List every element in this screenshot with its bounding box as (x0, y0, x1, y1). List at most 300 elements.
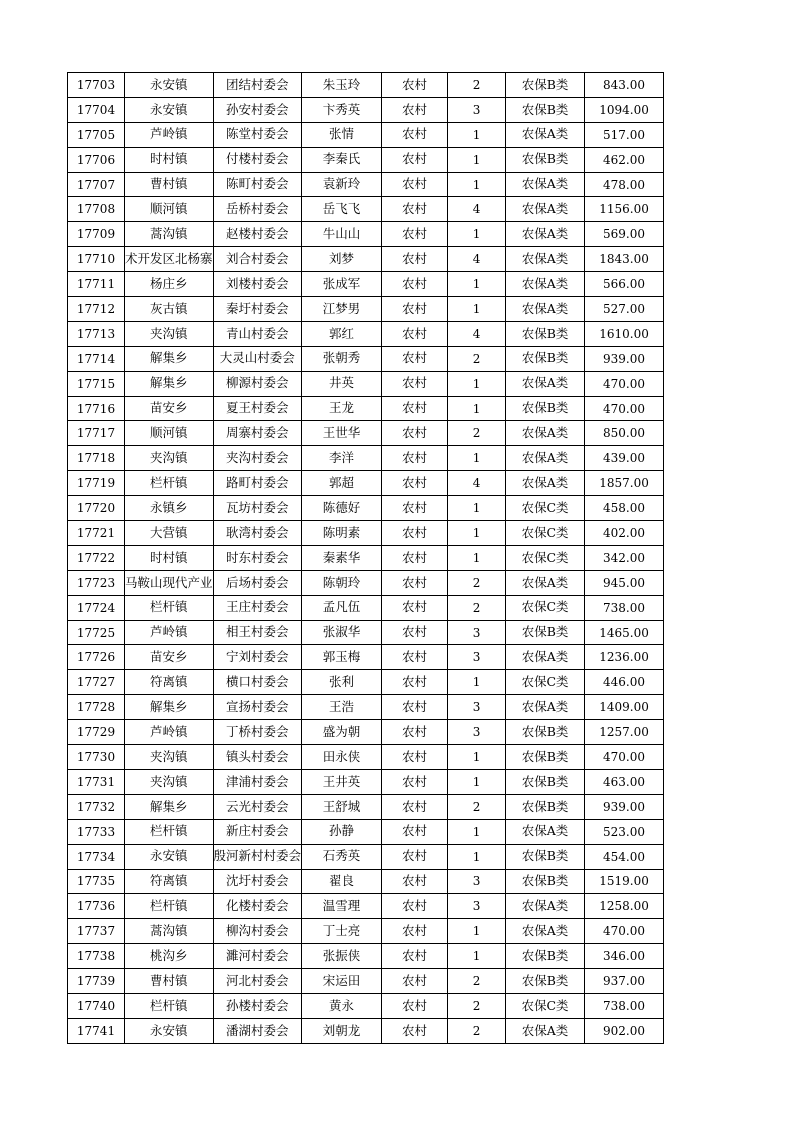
table-row (68, 869, 664, 894)
household-count-cell: 2 (448, 570, 506, 595)
town-cell: 大营镇 (125, 521, 214, 546)
village-committee-cell: 岳桥村委会 (213, 197, 302, 222)
person-name-cell: 朱玉玲 (302, 73, 382, 98)
village-committee-cell: 宣扬村委会 (213, 695, 302, 720)
area-type-cell: 农村 (382, 471, 448, 496)
serial-number-cell: 17724 (68, 595, 125, 620)
town-cell: 解集乡 (125, 371, 214, 396)
category-cell: 农保A类 (506, 197, 585, 222)
household-count-cell: 1 (448, 769, 506, 794)
town-cell: 夹沟镇 (125, 769, 214, 794)
serial-number-cell: 17733 (68, 819, 125, 844)
area-type-cell: 农村 (382, 695, 448, 720)
area-type-cell: 农村 (382, 869, 448, 894)
serial-number-cell: 17727 (68, 670, 125, 695)
serial-number-cell: 17741 (68, 1018, 125, 1043)
amount-cell: 850.00 (585, 421, 664, 446)
person-name-cell: 王浩 (302, 695, 382, 720)
table-row (68, 844, 664, 869)
amount-cell: 342.00 (585, 545, 664, 570)
amount-cell: 569.00 (585, 222, 664, 247)
person-name-cell: 陈朝玲 (302, 570, 382, 595)
amount-cell: 470.00 (585, 396, 664, 421)
category-cell: 农保B类 (506, 396, 585, 421)
table-row (68, 794, 664, 819)
area-type-cell: 农村 (382, 1018, 448, 1043)
person-name-cell: 李洋 (302, 446, 382, 471)
person-name-cell: 翟良 (302, 869, 382, 894)
serial-number-cell: 17726 (68, 645, 125, 670)
table-row (68, 247, 664, 272)
amount-cell: 470.00 (585, 371, 664, 396)
category-cell: 农保C类 (506, 595, 585, 620)
serial-number-cell: 17720 (68, 496, 125, 521)
amount-cell: 1409.00 (585, 695, 664, 720)
household-count-cell: 1 (448, 147, 506, 172)
amount-cell: 470.00 (585, 919, 664, 944)
serial-number-cell: 17734 (68, 844, 125, 869)
person-name-cell: 张振侠 (302, 944, 382, 969)
category-cell: 农保C类 (506, 496, 585, 521)
category-cell: 农保A类 (506, 819, 585, 844)
village-committee-cell: 路町村委会 (213, 471, 302, 496)
town-cell: 蒿沟镇 (125, 919, 214, 944)
table-row (68, 421, 664, 446)
serial-number-cell: 17739 (68, 969, 125, 994)
household-count-cell: 1 (448, 396, 506, 421)
area-type-cell: 农村 (382, 321, 448, 346)
household-count-cell: 1 (448, 819, 506, 844)
household-count-cell: 1 (448, 670, 506, 695)
table-row (68, 122, 664, 147)
village-committee-cell: 津浦村委会 (213, 769, 302, 794)
area-type-cell: 农村 (382, 720, 448, 745)
village-committee-cell: 孙安村委会 (213, 97, 302, 122)
town-cell: 蒿沟镇 (125, 222, 214, 247)
amount-cell: 1236.00 (585, 645, 664, 670)
table-row (68, 545, 664, 570)
household-count-cell: 1 (448, 944, 506, 969)
town-cell: 桃沟乡 (125, 944, 214, 969)
town-cell: 夹沟镇 (125, 745, 214, 770)
area-type-cell: 农村 (382, 819, 448, 844)
village-committee-cell: 团结村委会 (213, 73, 302, 98)
serial-number-cell: 17717 (68, 421, 125, 446)
serial-number-cell: 17707 (68, 172, 125, 197)
town-cell: 符离镇 (125, 869, 214, 894)
person-name-cell: 王井英 (302, 769, 382, 794)
amount-cell: 843.00 (585, 73, 664, 98)
area-type-cell: 农村 (382, 521, 448, 546)
category-cell: 农保B类 (506, 769, 585, 794)
area-type-cell: 农村 (382, 197, 448, 222)
amount-cell: 462.00 (585, 147, 664, 172)
category-cell: 农保A类 (506, 471, 585, 496)
table-row (68, 321, 664, 346)
household-count-cell: 3 (448, 894, 506, 919)
town-cell: 永安镇 (125, 844, 214, 869)
table-row (68, 521, 664, 546)
area-type-cell: 农村 (382, 969, 448, 994)
category-cell: 农保A类 (506, 645, 585, 670)
table-row (68, 595, 664, 620)
serial-number-cell: 17725 (68, 620, 125, 645)
amount-cell: 1843.00 (585, 247, 664, 272)
amount-cell: 454.00 (585, 844, 664, 869)
village-committee-cell: 濉河村委会 (213, 944, 302, 969)
person-name-cell: 秦素华 (302, 545, 382, 570)
serial-number-cell: 17713 (68, 321, 125, 346)
serial-number-cell: 17711 (68, 272, 125, 297)
person-name-cell: 刘梦 (302, 247, 382, 272)
area-type-cell: 农村 (382, 122, 448, 147)
serial-number-cell: 17731 (68, 769, 125, 794)
serial-number-cell: 17712 (68, 297, 125, 322)
household-count-cell: 2 (448, 969, 506, 994)
area-type-cell: 农村 (382, 570, 448, 595)
town-cell: 曹村镇 (125, 969, 214, 994)
person-name-cell: 王舒城 (302, 794, 382, 819)
person-name-cell: 张淑华 (302, 620, 382, 645)
amount-cell: 1465.00 (585, 620, 664, 645)
table-row (68, 919, 664, 944)
person-name-cell: 岳飞飞 (302, 197, 382, 222)
household-count-cell: 2 (448, 993, 506, 1018)
area-type-cell: 农村 (382, 147, 448, 172)
household-count-cell: 1 (448, 496, 506, 521)
household-count-cell: 1 (448, 222, 506, 247)
area-type-cell: 农村 (382, 421, 448, 446)
area-type-cell: 农村 (382, 446, 448, 471)
town-cell: 曹村镇 (125, 172, 214, 197)
table-row (68, 371, 664, 396)
village-committee-cell: 瓦坊村委会 (213, 496, 302, 521)
category-cell: 农保B类 (506, 969, 585, 994)
area-type-cell: 农村 (382, 894, 448, 919)
household-count-cell: 3 (448, 720, 506, 745)
village-committee-cell: 陈堂村委会 (213, 122, 302, 147)
person-name-cell: 张朝秀 (302, 346, 382, 371)
town-cell: 夹沟镇 (125, 321, 214, 346)
village-committee-cell: 夏王村委会 (213, 396, 302, 421)
household-count-cell: 1 (448, 446, 506, 471)
area-type-cell: 农村 (382, 272, 448, 297)
household-count-cell: 2 (448, 73, 506, 98)
amount-cell: 527.00 (585, 297, 664, 322)
town-cell: 苗安乡 (125, 396, 214, 421)
table-row (68, 645, 664, 670)
household-count-cell: 3 (448, 620, 506, 645)
serial-number-cell: 17708 (68, 197, 125, 222)
area-type-cell: 农村 (382, 396, 448, 421)
person-name-cell: 张成军 (302, 272, 382, 297)
person-name-cell: 牛山山 (302, 222, 382, 247)
area-type-cell: 农村 (382, 545, 448, 570)
town-cell: 时村镇 (125, 545, 214, 570)
village-committee-cell: 柳沟村委会 (213, 919, 302, 944)
area-type-cell: 农村 (382, 222, 448, 247)
serial-number-cell: 17735 (68, 869, 125, 894)
serial-number-cell: 17737 (68, 919, 125, 944)
amount-cell: 517.00 (585, 122, 664, 147)
town-cell: 永镇乡 (125, 496, 214, 521)
town-cell: 解集乡 (125, 695, 214, 720)
area-type-cell: 农村 (382, 97, 448, 122)
table-row (68, 222, 664, 247)
serial-number-cell: 17729 (68, 720, 125, 745)
category-cell: 农保B类 (506, 147, 585, 172)
amount-cell: 939.00 (585, 794, 664, 819)
area-type-cell: 农村 (382, 73, 448, 98)
village-committee-cell: 镇头村委会 (213, 745, 302, 770)
town-cell: 马鞍山现代产业 (125, 570, 214, 595)
town-cell: 时村镇 (125, 147, 214, 172)
village-committee-cell: 宁刘村委会 (213, 645, 302, 670)
person-name-cell: 王世华 (302, 421, 382, 446)
village-committee-cell: 时东村委会 (213, 545, 302, 570)
town-cell: 永安镇 (125, 97, 214, 122)
village-committee-cell: 周寨村委会 (213, 421, 302, 446)
category-cell: 农保A类 (506, 1018, 585, 1043)
town-cell: 解集乡 (125, 794, 214, 819)
household-count-cell: 2 (448, 1018, 506, 1043)
amount-cell: 478.00 (585, 172, 664, 197)
area-type-cell: 农村 (382, 993, 448, 1018)
table-row (68, 147, 664, 172)
category-cell: 农保C类 (506, 993, 585, 1018)
town-cell: 符离镇 (125, 670, 214, 695)
area-type-cell: 农村 (382, 595, 448, 620)
area-type-cell: 农村 (382, 670, 448, 695)
area-type-cell: 农村 (382, 944, 448, 969)
town-cell: 顺河镇 (125, 197, 214, 222)
village-committee-cell: 云光村委会 (213, 794, 302, 819)
town-cell: 术开发区北杨寨 (125, 247, 214, 272)
household-count-cell: 3 (448, 645, 506, 670)
category-cell: 农保B类 (506, 346, 585, 371)
person-name-cell: 田永侠 (302, 745, 382, 770)
table-row (68, 819, 664, 844)
village-committee-cell: 柳源村委会 (213, 371, 302, 396)
category-cell: 农保A类 (506, 446, 585, 471)
person-name-cell: 陈明素 (302, 521, 382, 546)
area-type-cell: 农村 (382, 745, 448, 770)
amount-cell: 1094.00 (585, 97, 664, 122)
person-name-cell: 郭玉梅 (302, 645, 382, 670)
serial-number-cell: 17709 (68, 222, 125, 247)
village-committee-cell: 化楼村委会 (213, 894, 302, 919)
household-count-cell: 3 (448, 97, 506, 122)
town-cell: 夹沟镇 (125, 446, 214, 471)
category-cell: 农保A类 (506, 894, 585, 919)
category-cell: 农保A类 (506, 297, 585, 322)
table-row (68, 446, 664, 471)
area-type-cell: 农村 (382, 371, 448, 396)
village-committee-cell: 沈圩村委会 (213, 869, 302, 894)
person-name-cell: 陈德好 (302, 496, 382, 521)
area-type-cell: 农村 (382, 794, 448, 819)
amount-cell: 939.00 (585, 346, 664, 371)
person-name-cell: 郭红 (302, 321, 382, 346)
area-type-cell: 农村 (382, 919, 448, 944)
category-cell: 农保C类 (506, 521, 585, 546)
area-type-cell: 农村 (382, 172, 448, 197)
village-committee-cell: 秦圩村委会 (213, 297, 302, 322)
amount-cell: 458.00 (585, 496, 664, 521)
serial-number-cell: 17703 (68, 73, 125, 98)
household-count-cell: 3 (448, 869, 506, 894)
household-count-cell: 1 (448, 272, 506, 297)
serial-number-cell: 17736 (68, 894, 125, 919)
amount-cell: 1519.00 (585, 869, 664, 894)
serial-number-cell: 17716 (68, 396, 125, 421)
area-type-cell: 农村 (382, 645, 448, 670)
village-committee-cell: 横口村委会 (213, 670, 302, 695)
table-row (68, 496, 664, 521)
village-committee-cell: 陈町村委会 (213, 172, 302, 197)
serial-number-cell: 17740 (68, 993, 125, 1018)
household-count-cell: 1 (448, 545, 506, 570)
village-committee-cell: 赵楼村委会 (213, 222, 302, 247)
town-cell: 永安镇 (125, 73, 214, 98)
category-cell: 农保A类 (506, 919, 585, 944)
category-cell: 农保A类 (506, 421, 585, 446)
table-row (68, 97, 664, 122)
table-row (68, 471, 664, 496)
serial-number-cell: 17710 (68, 247, 125, 272)
table-row (68, 346, 664, 371)
table-row (68, 695, 664, 720)
amount-cell: 1857.00 (585, 471, 664, 496)
table-row (68, 894, 664, 919)
table-row (68, 720, 664, 745)
amount-cell: 1610.00 (585, 321, 664, 346)
serial-number-cell: 17721 (68, 521, 125, 546)
area-type-cell: 农村 (382, 620, 448, 645)
town-cell: 芦岭镇 (125, 122, 214, 147)
serial-number-cell: 17715 (68, 371, 125, 396)
serial-number-cell: 17718 (68, 446, 125, 471)
table-row (68, 197, 664, 222)
village-committee-cell: 耿湾村委会 (213, 521, 302, 546)
town-cell: 栏杆镇 (125, 993, 214, 1018)
category-cell: 农保B类 (506, 97, 585, 122)
person-name-cell: 郭超 (302, 471, 382, 496)
amount-cell: 1258.00 (585, 894, 664, 919)
person-name-cell: 卞秀英 (302, 97, 382, 122)
village-committee-cell: 河北村委会 (213, 969, 302, 994)
household-count-cell: 1 (448, 521, 506, 546)
serial-number-cell: 17714 (68, 346, 125, 371)
serial-number-cell: 17732 (68, 794, 125, 819)
table-row (68, 769, 664, 794)
amount-cell: 566.00 (585, 272, 664, 297)
area-type-cell: 农村 (382, 346, 448, 371)
category-cell: 农保A类 (506, 695, 585, 720)
village-committee-cell: 潘湖村委会 (213, 1018, 302, 1043)
household-count-cell: 4 (448, 247, 506, 272)
category-cell: 农保B类 (506, 869, 585, 894)
category-cell: 农保A类 (506, 172, 585, 197)
town-cell: 栏杆镇 (125, 894, 214, 919)
person-name-cell: 江梦男 (302, 297, 382, 322)
person-name-cell: 袁新玲 (302, 172, 382, 197)
serial-number-cell: 17730 (68, 745, 125, 770)
village-committee-cell: 青山村委会 (213, 321, 302, 346)
table-body (68, 73, 664, 1044)
household-count-cell: 1 (448, 371, 506, 396)
town-cell: 栏杆镇 (125, 819, 214, 844)
category-cell: 农保B类 (506, 745, 585, 770)
category-cell: 农保C类 (506, 545, 585, 570)
village-committee-cell: 后场村委会 (213, 570, 302, 595)
table-row (68, 620, 664, 645)
household-count-cell: 1 (448, 297, 506, 322)
town-cell: 芦岭镇 (125, 720, 214, 745)
category-cell: 农保B类 (506, 73, 585, 98)
household-count-cell: 3 (448, 695, 506, 720)
table-row (68, 670, 664, 695)
village-committee-cell: 新庄村委会 (213, 819, 302, 844)
category-cell: 农保B类 (506, 720, 585, 745)
area-type-cell: 农村 (382, 496, 448, 521)
town-cell: 解集乡 (125, 346, 214, 371)
serial-number-cell: 17728 (68, 695, 125, 720)
table-row (68, 396, 664, 421)
amount-cell: 902.00 (585, 1018, 664, 1043)
person-name-cell: 孙静 (302, 819, 382, 844)
person-name-cell: 李秦氏 (302, 147, 382, 172)
person-name-cell: 井英 (302, 371, 382, 396)
village-committee-cell: 相王村委会 (213, 620, 302, 645)
area-type-cell: 农村 (382, 247, 448, 272)
area-type-cell: 农村 (382, 769, 448, 794)
village-committee-cell: 殷河新村村委会 (213, 844, 302, 869)
household-count-cell: 1 (448, 745, 506, 770)
household-count-cell: 4 (448, 197, 506, 222)
village-committee-cell: 丁桥村委会 (213, 720, 302, 745)
serial-number-cell: 17704 (68, 97, 125, 122)
household-count-cell: 4 (448, 321, 506, 346)
village-committee-cell: 大灵山村委会 (213, 346, 302, 371)
table-row (68, 969, 664, 994)
category-cell: 农保B类 (506, 620, 585, 645)
area-type-cell: 农村 (382, 297, 448, 322)
person-name-cell: 温雪理 (302, 894, 382, 919)
amount-cell: 1257.00 (585, 720, 664, 745)
village-committee-cell: 刘合村委会 (213, 247, 302, 272)
village-committee-cell: 付楼村委会 (213, 147, 302, 172)
town-cell: 栏杆镇 (125, 595, 214, 620)
person-name-cell: 黄永 (302, 993, 382, 1018)
person-name-cell: 张情 (302, 122, 382, 147)
town-cell: 芦岭镇 (125, 620, 214, 645)
amount-cell: 463.00 (585, 769, 664, 794)
amount-cell: 446.00 (585, 670, 664, 695)
household-count-cell: 2 (448, 421, 506, 446)
serial-number-cell: 17705 (68, 122, 125, 147)
area-type-cell: 农村 (382, 844, 448, 869)
household-count-cell: 4 (448, 471, 506, 496)
amount-cell: 738.00 (585, 993, 664, 1018)
person-name-cell: 王龙 (302, 396, 382, 421)
amount-cell: 937.00 (585, 969, 664, 994)
household-count-cell: 2 (448, 794, 506, 819)
table-row (68, 993, 664, 1018)
amount-cell: 945.00 (585, 570, 664, 595)
amount-cell: 470.00 (585, 745, 664, 770)
category-cell: 农保A类 (506, 272, 585, 297)
